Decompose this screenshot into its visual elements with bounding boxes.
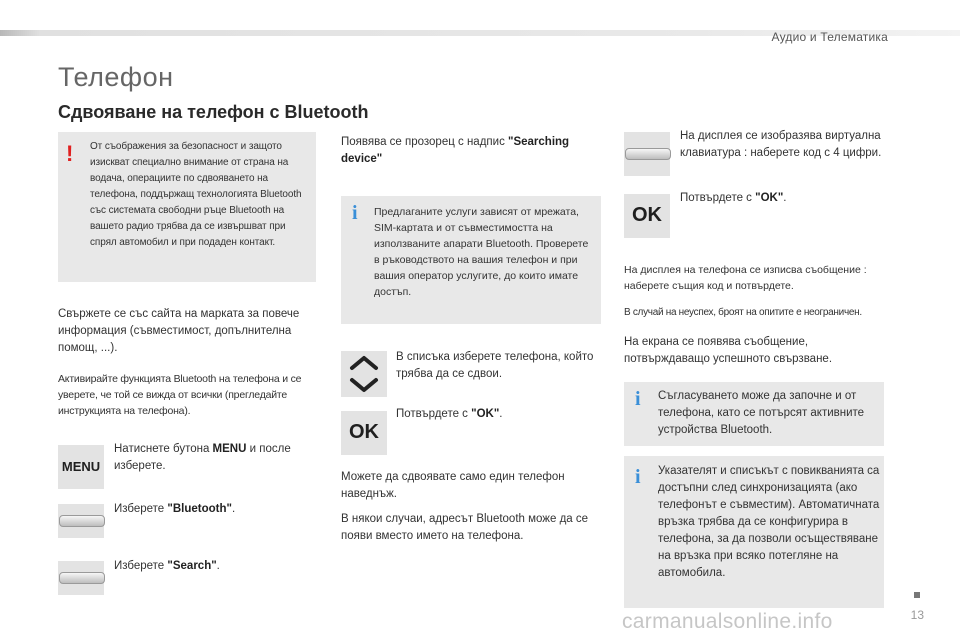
- info-services-text: Предлаганите услуги зависят от мрежата, SIM-картата и от съвместимостта на използваните апарати Bluetooth. Проверете в ръководството на вашия телефон и при вашия оператор услугите, до които имате достъп.: [374, 206, 589, 298]
- bluetooth-address-note: В някои случаи, адресът Bluetooth може да се появи вместо името на телефона.: [341, 513, 589, 542]
- select-button-illustration: [58, 561, 104, 595]
- searching-device-paragraph: [341, 134, 603, 168]
- section-title: Аудио и Телематика: [771, 30, 888, 44]
- step-text: .: [783, 192, 787, 204]
- step-text: и после изберете.: [114, 443, 291, 472]
- phone-message-paragraph: На дисплея на телефона се изписва съобщение : наберете същия код и потвърдете.: [624, 264, 867, 292]
- rotary-key-icon: [59, 515, 105, 527]
- info-sync-text: Указателят и списъкът с повикванията са достъпни след синхронизацията (ако телефонът е съвместим). Автоматичната връзка трябва да се конфигурира в телефона, за да позволи осъществяване на връзка при всяко потегляне на автомобила.: [658, 465, 880, 579]
- step-bold: "Bluetooth": [167, 503, 232, 515]
- warning-text: От съображения за безопасност и защото изискват специално внимание от страна на водача, операциите по сдвояването на телефона, поддържащ технологията Bluetooth със системата свободни ръце Bluetooth на вашето радио трябва да се извършват при спрял автомобил и при подаден контакт.: [90, 141, 302, 248]
- retry-note: В случай на неуспех, броят на опитите е неограничен.: [624, 307, 862, 318]
- step-text: Потвърдете с: [396, 408, 472, 420]
- step-bold: "OK": [755, 192, 784, 204]
- rotary-key-icon: [625, 148, 671, 160]
- success-message-paragraph: На екрана се появява съобщение, потвърждаващо успешното свързване.: [624, 336, 833, 365]
- step-select-bluetooth: [114, 501, 314, 518]
- up-down-arrows-icon: [341, 351, 387, 397]
- select-button-illustration: [624, 132, 670, 176]
- menu-button-illustration: [58, 445, 104, 489]
- step-confirm-ok: [396, 406, 596, 423]
- step-text: Потвърдете с: [680, 192, 756, 204]
- step-text: .: [499, 408, 503, 420]
- one-phone-note: Можете да сдвоявате само един телефон наведнъж.: [341, 471, 565, 500]
- step-select-search: [114, 558, 314, 575]
- step-text: Натиснете бутона: [114, 443, 213, 455]
- compatibility-paragraph: Свържете се със сайта на марката за повече информация (съвместимост, допълнителна помощ, ...).: [58, 308, 300, 354]
- activate-bluetooth-paragraph: Активирайте функцията Bluetooth на телефона и се уверете, че той се вижда от всички (прегледайте инструкцията на телефона).: [58, 373, 302, 417]
- step-text: Изберете: [114, 503, 168, 515]
- page-title: Телефон: [58, 62, 174, 92]
- rotary-key-icon: [59, 572, 105, 584]
- step-text: .: [231, 503, 236, 515]
- ok-button-illustration: [341, 411, 387, 455]
- step-text: .: [216, 560, 220, 572]
- paragraph-bold: "Searching device": [341, 136, 570, 165]
- watermark: carmanualsonline.info: [622, 610, 833, 633]
- step-bold: "Search": [167, 560, 217, 572]
- ok-button-illustration: [624, 194, 670, 238]
- step-bold: "OK": [471, 408, 500, 420]
- exclamation-icon: !: [66, 141, 74, 166]
- ok-button-label: OK: [632, 204, 662, 226]
- menu-button-label: MENU: [61, 459, 101, 474]
- page-subtitle: Сдвояване на телефон с Bluetooth: [58, 102, 369, 122]
- step-select-phone: В списъка изберете телефона, който трябва да се сдвои.: [396, 351, 594, 380]
- select-button-illustration: [58, 504, 104, 538]
- page-marker: [914, 592, 920, 598]
- arrows-button-illustration: [341, 351, 387, 397]
- paragraph-text: Появява се прозорец с надпис: [341, 136, 509, 148]
- step-bold: MENU: [212, 443, 247, 455]
- info-icon: i: [352, 202, 358, 224]
- info-icon: i: [635, 388, 641, 410]
- step-text: Изберете: [114, 560, 168, 572]
- step-confirm-ok: [680, 190, 880, 207]
- info-icon: i: [635, 466, 641, 488]
- info-pairing-text: Съгласуването може да започне и от телефона, като се потърсят активните устройства Bluetooth.: [658, 390, 865, 436]
- step-virtual-keyboard: На дисплея се изобразява виртуална клавиатура : наберете код с 4 цифри.: [680, 130, 882, 159]
- page-number: 13: [910, 608, 924, 622]
- ok-button-label: OK: [349, 421, 379, 443]
- step-press-menu: [114, 441, 314, 475]
